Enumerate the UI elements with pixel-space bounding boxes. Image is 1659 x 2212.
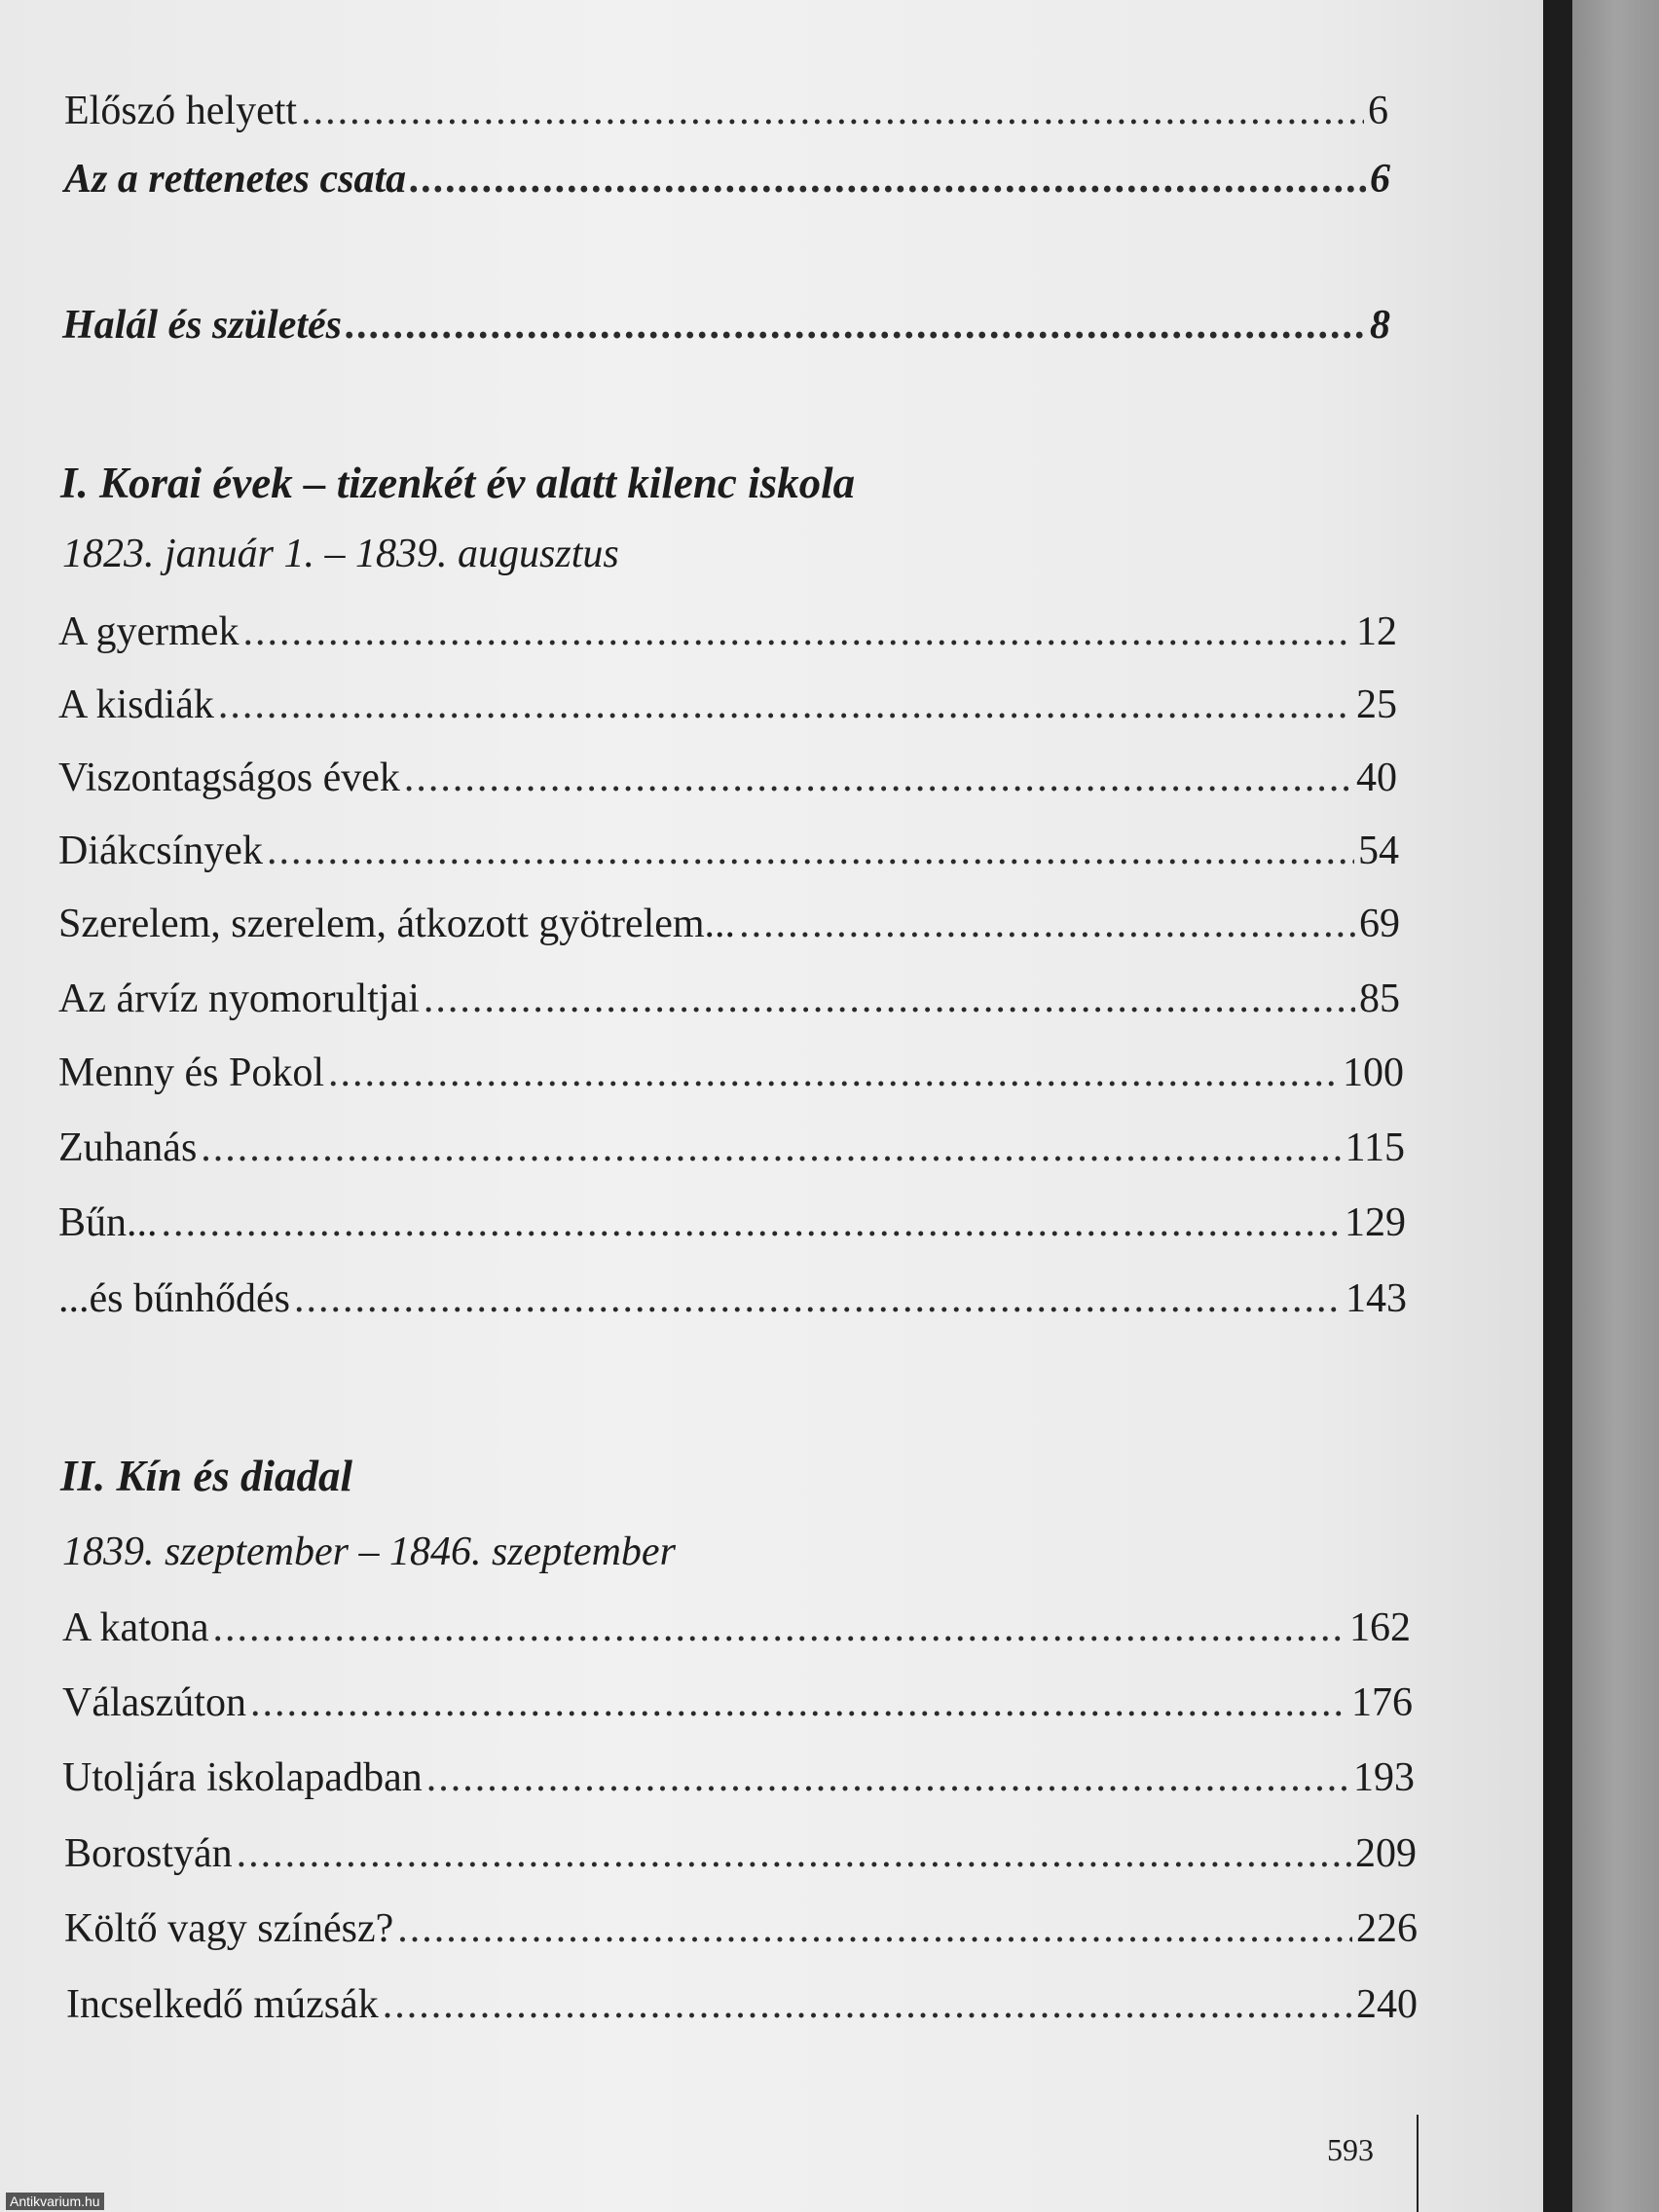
leader-dots: [426, 1754, 1349, 1801]
leader-dots: [397, 1905, 1352, 1952]
toc-entry-title: ...és bűnhődés: [58, 1276, 290, 1321]
footer-rule: [1417, 2115, 1419, 2212]
watermark: Antikvarium.hu: [6, 2193, 104, 2210]
toc-entry-title: Válaszúton: [62, 1680, 246, 1725]
toc-entry: [58, 682, 1397, 728]
toc-entry: [62, 1604, 1411, 1651]
toc-entry: [58, 755, 1397, 801]
toc-entry-page: 226: [1356, 1906, 1418, 1951]
leader-dots: [212, 1604, 1346, 1651]
toc-entry-title: Szerelem, szerelem, átkozott gyötrelem...: [58, 902, 736, 946]
leader-dots: [346, 302, 1366, 349]
toc-entry-page: 240: [1356, 1982, 1418, 2027]
leader-dots: [237, 1830, 1351, 1877]
toc-entry: [62, 1679, 1413, 1726]
toc-entry-page: 162: [1349, 1605, 1411, 1650]
toc-entry-page: 6: [1370, 157, 1390, 202]
toc-entry: [66, 1981, 1418, 2028]
part1-dates: 1823. január 1. – 1839. augusztus: [62, 532, 619, 576]
toc-entry-eloszo: [64, 88, 1388, 134]
toc-entry-page: 12: [1356, 609, 1397, 654]
toc-entry-page: 100: [1343, 1051, 1404, 1095]
toc-entry-page: 40: [1356, 756, 1397, 800]
toc-entry-title: Borostyán: [64, 1831, 233, 1876]
toc-entry: [58, 828, 1399, 874]
toc-entry-title: A kisdiák: [58, 682, 214, 727]
leader-dots: [267, 828, 1354, 874]
leader-dots: [294, 1275, 1342, 1322]
toc-entry: [58, 1124, 1405, 1171]
toc-entry: [58, 1050, 1404, 1096]
leader-dots: [201, 1124, 1341, 1171]
toc-entry-title: Költő vagy színész?: [64, 1906, 394, 1951]
toc-entry-page: 69: [1359, 902, 1400, 946]
toc-entry-title: Az a rettenetes csata: [64, 157, 407, 202]
background-pages: [1572, 0, 1659, 2212]
leader-dots: [739, 901, 1355, 947]
toc-entry: [58, 608, 1397, 655]
toc-entry-page: 143: [1346, 1276, 1407, 1321]
toc-entry-page: 85: [1359, 977, 1400, 1021]
toc-entry-title: Bűn...: [58, 1200, 158, 1245]
toc-entry-title: A katona: [62, 1605, 209, 1650]
leader-dots: [328, 1050, 1339, 1096]
toc-entry-title: Viszontagságos évek: [58, 756, 400, 800]
toc-entry-page: 115: [1345, 1125, 1405, 1170]
toc-entry-page: 176: [1351, 1680, 1413, 1725]
toc-entry-page: 25: [1356, 682, 1397, 727]
page-number: 593: [1327, 2132, 1374, 2167]
toc-entry-title: Diákcsínyek: [58, 829, 263, 873]
toc-entry: [58, 1275, 1407, 1322]
toc-entry-title: Zuhanás: [58, 1125, 198, 1170]
part1-heading: I. Korai évek – tizenkét év alatt kilenc iskola: [60, 459, 856, 507]
toc-entry-page: 209: [1355, 1831, 1417, 1876]
toc-entry-csata: [64, 156, 1390, 203]
leader-dots: [383, 1981, 1352, 2028]
toc-entry-title: A gyermek: [58, 609, 240, 654]
toc-entry: [64, 1830, 1417, 1877]
toc-entry-title: Incselkedő múzsák: [66, 1982, 379, 2027]
toc-entry-page: 6: [1368, 89, 1388, 133]
leader-dots: [162, 1199, 1341, 1246]
toc-entry: [62, 1754, 1415, 1801]
toc-entry-page: 193: [1353, 1755, 1415, 1800]
toc-entry-title: Halál és születés: [62, 303, 343, 348]
toc-entry-title: Előszó helyett: [64, 89, 298, 133]
toc-entry-title: Utoljára iskolapadban: [62, 1755, 423, 1800]
toc-entry-title: Menny és Pokol: [58, 1051, 324, 1095]
toc-entry-page: 8: [1370, 303, 1390, 348]
leader-dots: [218, 682, 1352, 728]
toc-entry-page: 54: [1358, 829, 1399, 873]
part2-dates: 1839. szeptember – 1846. szeptember: [62, 1530, 676, 1574]
leader-dots: [404, 755, 1352, 801]
toc-entry-page: 129: [1345, 1200, 1406, 1245]
leader-dots: [242, 608, 1352, 655]
part2-heading: II. Kín és diadal: [60, 1452, 353, 1500]
leader-dots: [424, 976, 1355, 1022]
toc-entry: [58, 1199, 1406, 1246]
toc-entry-halal: [62, 302, 1390, 349]
toc-entry: [58, 901, 1400, 947]
leader-dots: [301, 88, 1364, 134]
leader-dots: [410, 156, 1366, 203]
toc-entry: [64, 1905, 1418, 1952]
toc-entry: [58, 976, 1400, 1022]
toc-entry-title: Az árvíz nyomorultjai: [58, 977, 420, 1021]
leader-dots: [250, 1679, 1347, 1726]
